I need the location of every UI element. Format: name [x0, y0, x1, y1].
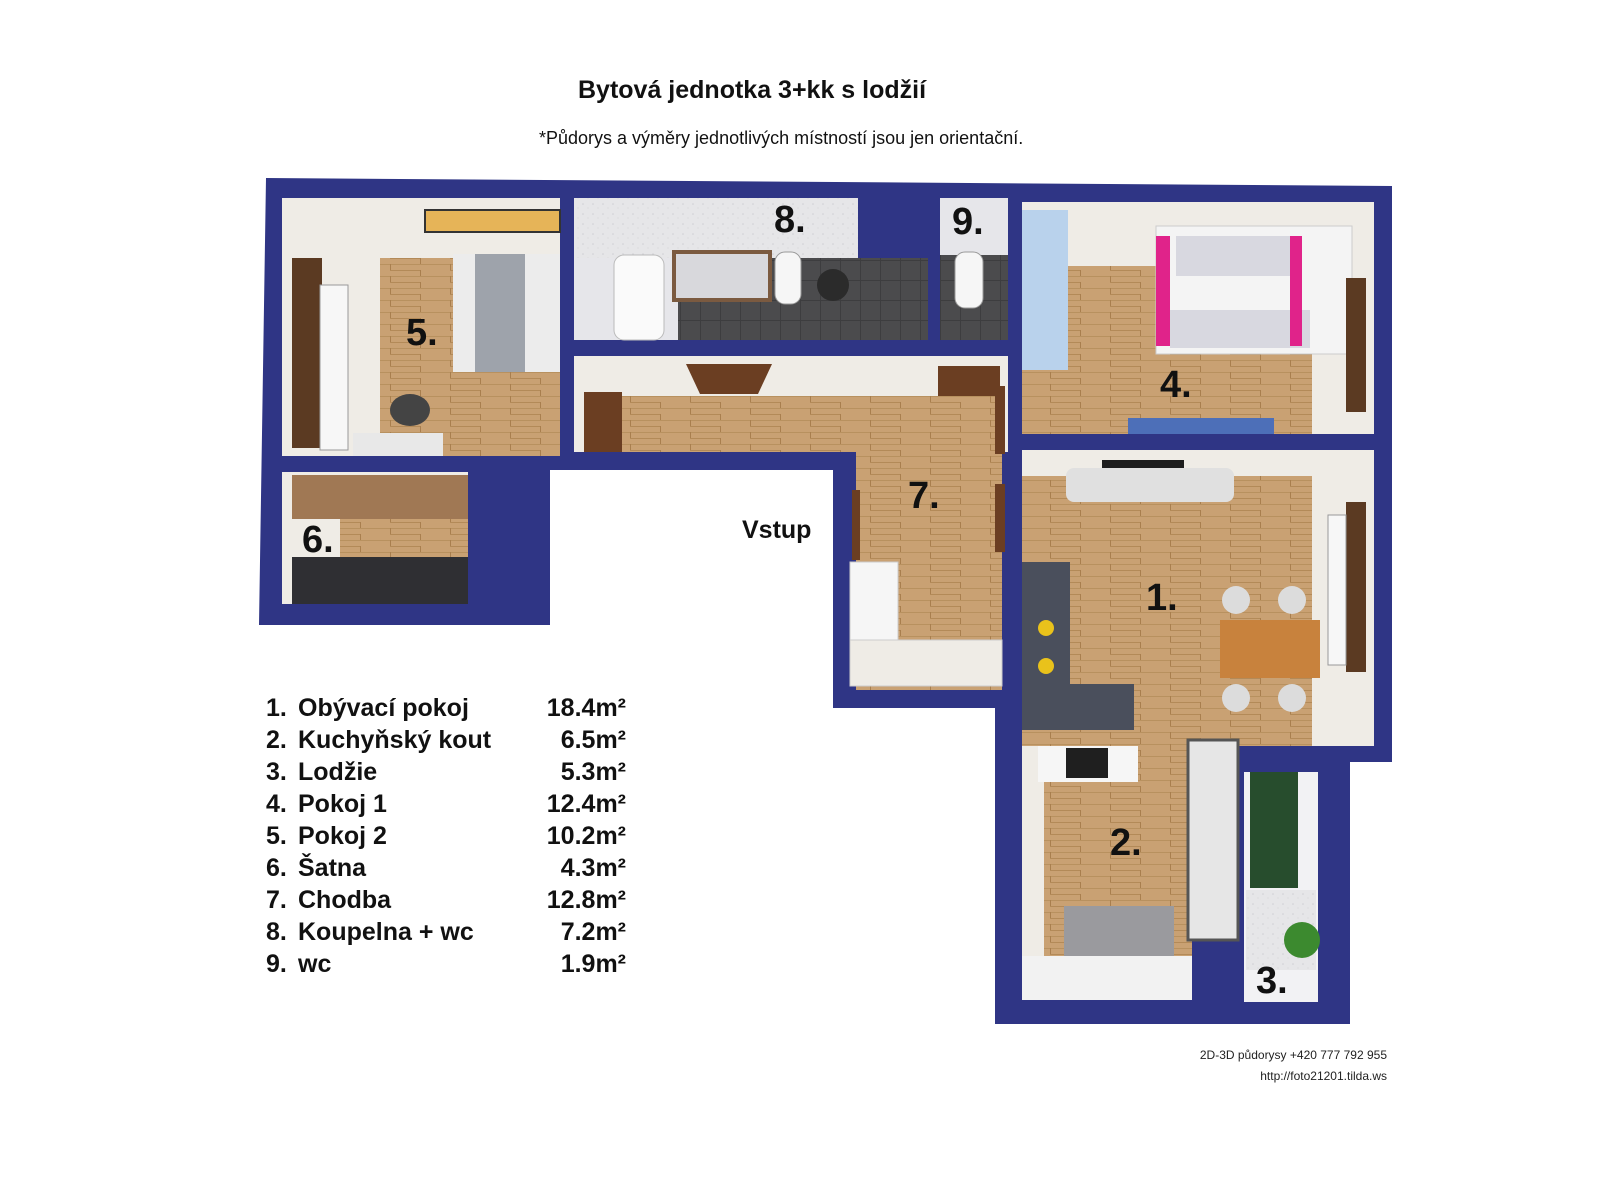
legend-row: 3. Lodžie 5.3m² — [266, 758, 626, 786]
room-label-3: 3. — [1256, 960, 1288, 1002]
room-label-5: 5. — [406, 312, 438, 354]
room-label-8: 8. — [774, 199, 806, 241]
room-legend — [266, 692, 626, 980]
room-label-2: 2. — [1110, 822, 1142, 864]
room-label-9: 9. — [952, 201, 984, 243]
legend-row: 6. Šatna 4.3m² — [266, 854, 626, 882]
room-label-6: 6. — [302, 519, 334, 561]
legend-row: 2. Kuchyňský kout 6.5m² — [266, 726, 626, 754]
room-4-room1 — [1022, 202, 1374, 434]
room-label-1: 1. — [1146, 577, 1178, 619]
legend-row: 5. Pokoj 2 10.2m² — [266, 822, 626, 850]
disclaimer-note: *Půdorys a výměry jednotlivých místností jsou jen orientační. — [539, 128, 1024, 148]
legend-row: 7. Chodba 12.8m² — [266, 886, 626, 914]
legend-row: 4. Pokoj 1 12.4m² — [266, 790, 626, 818]
room-1-living — [1022, 450, 1374, 746]
entrance-label: Vstup — [742, 516, 812, 544]
page-title: Bytová jednotka 3+kk s lodžií — [578, 76, 927, 104]
room-8-bathroom — [574, 198, 934, 340]
contact-phone: 2D-3D půdorysy +420 777 792 955 — [1199, 1048, 1387, 1062]
contact-url[interactable]: http://foto21201.tilda.ws — [1260, 1069, 1387, 1083]
room-label-4: 4. — [1160, 364, 1192, 406]
legend-row: 1. Obývací pokoj 18.4m² — [266, 694, 626, 722]
legend-row: 9. wc 1.9m² — [266, 950, 626, 978]
room-label-7: 7. — [908, 475, 940, 517]
legend-row: 8. Koupelna + wc 7.2m² — [266, 918, 626, 946]
